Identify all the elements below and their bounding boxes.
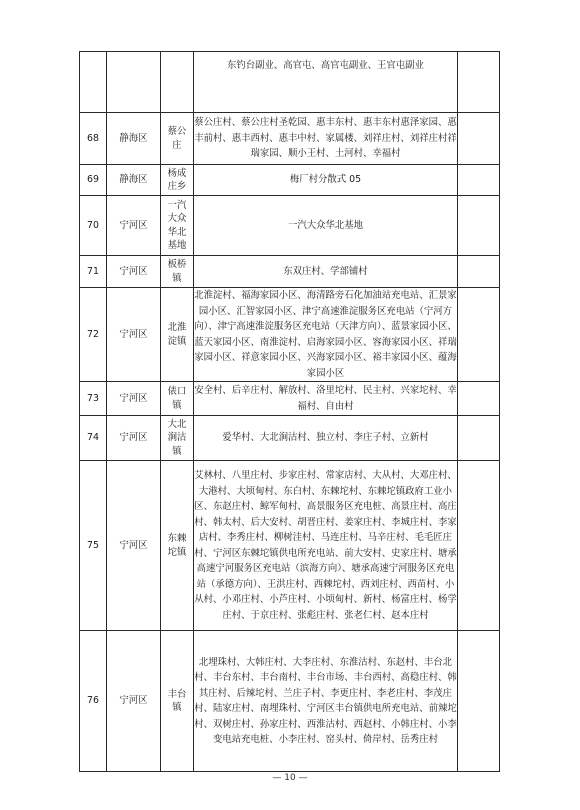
table-row [80,165,500,196]
town-text: 俵口镇 [167,386,187,411]
district-cell: 宁河区 [107,256,161,288]
table-row [80,52,500,113]
blank-cell [458,631,500,772]
district-cell: 宁河区 [107,382,161,416]
row-number: 72 [80,288,107,382]
blank-cell [458,416,500,461]
town-cell [161,196,194,256]
town-cell [161,256,194,288]
blank-cell [458,165,500,196]
area-cell: 东双庄村、学部铺村 [194,256,458,288]
town-cell [161,113,194,165]
town-text: 一汽大众华北基地 [167,199,187,251]
town-cell [161,382,194,416]
blank-cell [458,288,500,382]
area-cell: 蔡公庄村、蔡公庄村圣乾园、惠丰东村、惠丰东村惠泽家园、惠丰前村、惠丰西村、惠丰中村、家属楼、刘祥庄村、刘祥庄村祥瑞家园、顺小王村、土河村、幸福村 [194,113,458,165]
service-area-table [79,51,500,772]
town-text: 板桥镇 [167,259,187,284]
district-cell [107,52,161,113]
table-row [80,288,500,382]
town-cell [161,288,194,382]
district-cell: 宁河区 [107,288,161,382]
table-row [80,382,500,416]
row-number: 75 [80,461,107,631]
town-text: 北淮淀镇 [167,322,187,347]
blank-cell [458,52,500,113]
area-cell: 东钓台副业、高官屯、高官屯副业、王官屯副业 [194,52,458,113]
row-number: 70 [80,196,107,256]
blank-cell [458,461,500,631]
town-cell [161,631,194,772]
blank-cell [458,382,500,416]
table-row [80,196,500,256]
row-number: 71 [80,256,107,288]
table-row [80,416,500,461]
town-cell [161,416,194,461]
town-cell [161,52,194,113]
town-text: 杨成庄乡 [167,167,187,192]
area-cell: 梅厂村分散式 05 [194,165,458,196]
row-number: 73 [80,382,107,416]
area-cell: 艾林村、八里庄村、步家庄村、常家店村、大从村、大邓庄村、大港村、大顷甸村、东白村、东棘坨村、东棘坨镇政府工业小区、东赵庄村、鲸军甸村、高景服务区充电桩、高景庄村、高庄村、韩太村、后大安村、胡晋庄村、姜家庄村、李城庄村、李家店村、李秀庄村、柳树洼村、马连庄村、马辛庄村、毛毛匠庄村、宁河区东棘坨镇供电所充电站、前大安村、史家庄村、塘承高速宁河服务区充电站（滨海方向）、塘承高速宁河服务区充电站（承德方向）、王洪庄村、西棘坨村、西刘庄村、西苗村、小从村、小邓庄村、小芦庄村、小顷甸村、新村、杨富庄村、杨学庄村、于京庄村、张彪庄村、张老仁村、赵本庄村 [194,461,458,631]
page-number: — 10 — [272,773,308,783]
table-row [80,461,500,631]
district-cell: 宁河区 [107,416,161,461]
row-number: 68 [80,113,107,165]
area-cell: 一汽大众华北基地 [194,196,458,256]
district-cell: 静海区 [107,113,161,165]
area-cell: 爱华村、大北涧沽村、独立村、李庄子村、立新村 [194,416,458,461]
town-cell [161,165,194,196]
town-cell [161,461,194,631]
area-cell: 安全村、后辛庄村、解放村、洛里坨村、民主村、兴家坨村、幸福村、自由村 [194,382,458,416]
town-text: 蔡公庄 [167,126,187,151]
district-cell: 宁河区 [107,631,161,772]
table-row [80,631,500,772]
blank-cell [458,196,500,256]
blank-cell [458,256,500,288]
district-cell: 宁河区 [107,196,161,256]
row-number: 69 [80,165,107,196]
area-cell: 北淮淀村、福海家园小区、海清路旁石化加油站充电站、汇景家园小区、汇智家园小区、津宁高速淮淀服务区充电站（宁河方向）、津宁高速淮淀服务区充电站（天津方向）、蓝景家园小区、蓝天家园小区、南淮淀村、启海家园小区、容海家园小区、祥瑞家园小区、祥意家园小区、兴海家园小区、裕丰家园小区、蕴海家园小区 [194,288,458,382]
table-row [80,256,500,288]
row-number: 76 [80,631,107,772]
town-text: 东棘坨镇 [167,533,187,558]
area-cell: 北埋珠村、大韩庄村、大李庄村、东淮沽村、东赵村、丰台北村、丰台东村、丰台南村、丰台市场、丰台西村、高稳庄村、韩其庄村、后辣坨村、兰庄子村、李更庄村、李老庄村、李茂庄村、陆家庄村、南埋珠村、宁河区丰台镇供电所充电站、前辣坨村、双树庄村、孙家庄村、西淮沽村、西赵村、小韩庄村、小李变电站充电桩、小李庄村、窑头村、倚岸村、岳秀庄村 [194,631,458,772]
district-cell: 静海区 [107,165,161,196]
table-row [80,113,500,165]
town-text: 丰台镇 [167,688,187,713]
row-number: 74 [80,416,107,461]
row-number [80,52,107,113]
district-cell: 宁河区 [107,461,161,631]
blank-cell [458,113,500,165]
town-text: 大北涧沽镇 [167,418,187,457]
